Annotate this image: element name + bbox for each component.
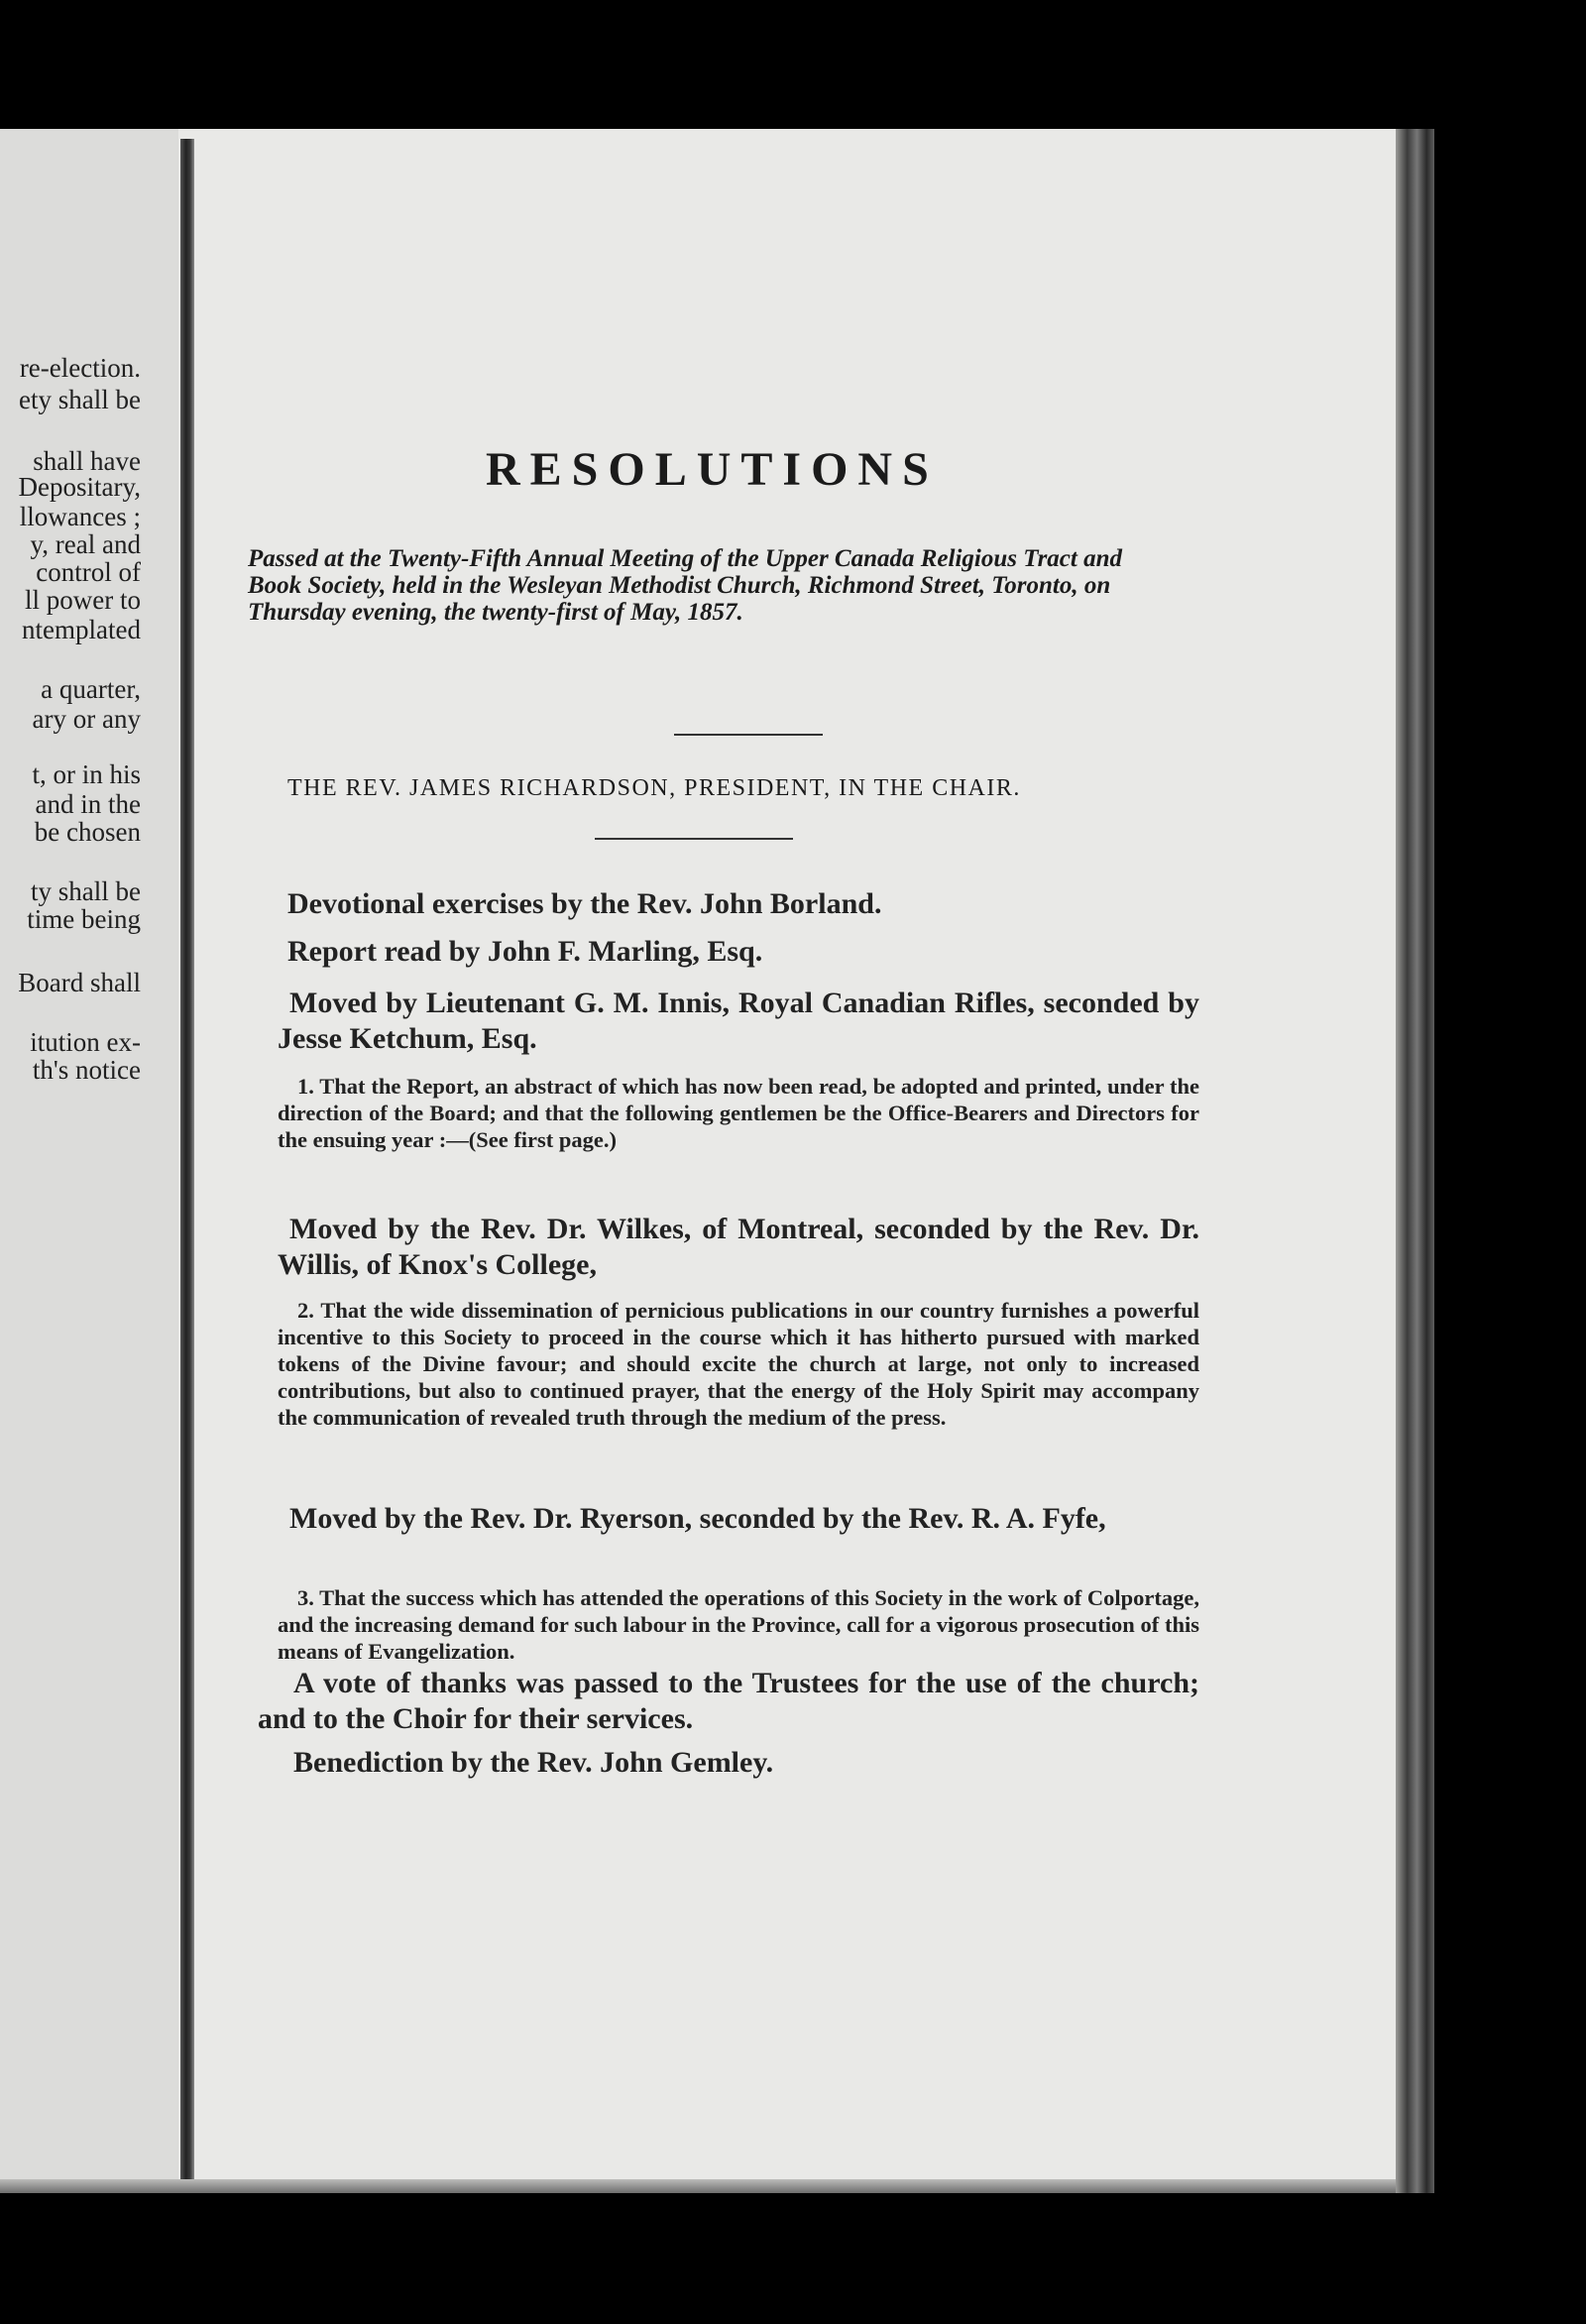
left-page-line: ty shall be: [31, 876, 141, 906]
page-gutter: [180, 139, 194, 2181]
motion-2: Moved by the Rev. Dr. Wilkes, of Montreal, seconded by the Rev. Dr. Willis, of Knox's College,: [278, 1213, 1199, 1281]
left-page-line: ntemplated: [22, 615, 141, 644]
left-page-line: ary or any: [32, 704, 141, 734]
left-page-line: ll power to: [25, 585, 141, 615]
resolution-1: 1. That the Report, an abstract of which has now been read, be adopted and printed, under the direction of the Board; and that the following gentlemen be the Office-Bearers and Directors for the ensuing year :—(See first page.): [278, 1074, 1199, 1152]
meeting-subtitle: Passed at the Twenty-Fifth Annual Meeting of the Upper Canada Religious Tract and Book Society, held in the Wesleyan Methodist Church, Richmond Street, Toronto, on Thursday evening, the twenty-first of May, 1857.: [248, 545, 1123, 626]
divider: [674, 734, 823, 736]
left-page-line: a quarter,: [41, 674, 141, 704]
left-page-line: t, or in his: [32, 759, 141, 789]
motion-3: Moved by the Rev. Dr. Ryerson, seconded by the Rev. R. A. Fyfe,: [289, 1502, 1106, 1535]
devotional-line: Devotional exercises by the Rev. John Borland.: [287, 887, 882, 920]
scanned-spread: [0, 129, 1434, 2193]
left-page-line: th's notice: [32, 1055, 141, 1085]
left-page-line: Depositary,: [18, 472, 141, 502]
book-edge: [1396, 129, 1434, 2193]
report-line: Report read by John F. Marling, Esq.: [287, 935, 763, 968]
left-page-line: itution ex-: [30, 1027, 141, 1057]
page-bottom-edge: [0, 2179, 1396, 2193]
left-page-line: Board shall: [18, 968, 141, 997]
resolution-3: 3. That the success which has attended the operations of this Society in the work of Colportage, and the increasing demand for such labour in the Province, call for a vigorous prosecution of this means of Evangelization.: [278, 1585, 1199, 1664]
left-page-line: ety shall be: [19, 385, 141, 414]
left-page-line: shall have: [33, 446, 141, 476]
left-page-line: and in the: [35, 789, 141, 819]
vote-of-thanks: A vote of thanks was passed to the Trustees for the use of the church; and to the Choir for their services.: [258, 1667, 1199, 1735]
benediction-line: Benediction by the Rev. John Gemley.: [293, 1746, 774, 1779]
divider: [595, 838, 793, 840]
left-page-line: llowances ;: [19, 502, 141, 531]
motion-1: Moved by Lieutenant G. M. Innis, Royal Canadian Rifles, seconded by Jesse Ketchum, Esq.: [278, 987, 1199, 1055]
left-page-fragment: [0, 129, 178, 2193]
left-page-line: be chosen: [34, 817, 141, 847]
resolution-2: 2. That the wide dissemination of pernicious publications in our country furnishes a powerful incentive to this Society to proceed in the course which it has hitherto pursued with marked tokens of the Divine favour; and should excite the church at large, not only to increased contributions, but also to continued prayer, that the energy of the Holy Spirit may accompany the communication of revealed truth through the medium of the press.: [278, 1298, 1199, 1430]
page-title: RESOLUTIONS: [486, 443, 939, 496]
left-page-line: re-election.: [19, 353, 141, 383]
chair-line: THE REV. JAMES RICHARDSON, PRESIDENT, IN THE CHAIR.: [287, 775, 1021, 801]
left-page-line: time being: [27, 904, 141, 934]
left-page-line: control of: [36, 557, 141, 587]
left-page-line: y, real and: [30, 529, 141, 559]
resolutions-page: [238, 129, 1378, 2193]
